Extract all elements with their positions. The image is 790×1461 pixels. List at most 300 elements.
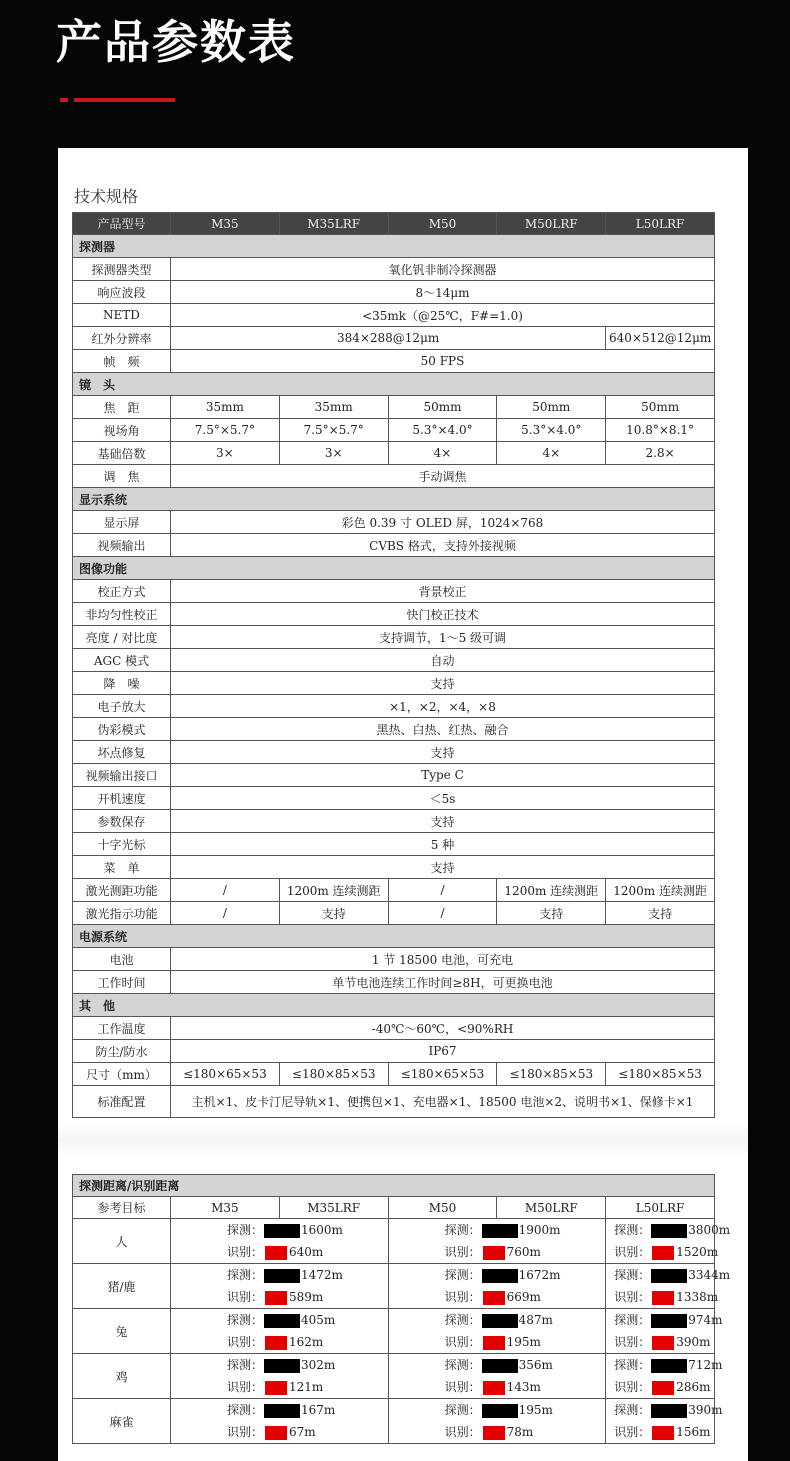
- recog-value: [173, 1333, 386, 1350]
- model-header: M35: [171, 1197, 280, 1219]
- spec-label: 工作时间: [73, 971, 171, 994]
- spec-value: 1200m 连续测距: [606, 879, 715, 902]
- spec-value: ≤180×65×53: [171, 1063, 280, 1086]
- recog-label: 识别：: [227, 1290, 264, 1305]
- range-row-detect: [73, 1399, 715, 1421]
- recog-cell: [606, 1376, 715, 1399]
- detect-distance: 390m: [688, 1403, 723, 1418]
- detect-cell: [606, 1264, 731, 1286]
- recog-distance: 669m: [506, 1290, 541, 1305]
- detect-label: 探测：: [444, 1223, 481, 1238]
- recog-value: [608, 1378, 712, 1395]
- recog-value: [173, 1243, 386, 1260]
- recog-distance: 162m: [289, 1335, 324, 1350]
- spec-value: ≤180×85×53: [606, 1063, 715, 1086]
- recog-bar-icon: [483, 1381, 505, 1395]
- spec-value: 彩色 0.39 寸 OLED 屏，1024×768: [171, 511, 715, 534]
- spec-label: 焦 距: [73, 396, 171, 419]
- detect-value: [608, 1266, 731, 1283]
- spec-row: [73, 626, 715, 649]
- model-header: M35: [171, 213, 280, 235]
- spec-label: 非均匀性校正: [73, 603, 171, 626]
- range-table: [72, 1174, 731, 1444]
- recog-bar-icon: [652, 1291, 674, 1305]
- recog-distance: 67m: [289, 1425, 316, 1440]
- detect-label: 探测：: [227, 1223, 264, 1238]
- target-name: 猪/鹿: [73, 1264, 171, 1309]
- detect-label: 探测：: [614, 1223, 651, 1238]
- detect-cell: [606, 1354, 723, 1376]
- category-row: [73, 557, 715, 580]
- spec-value: ≤180×85×53: [497, 1063, 606, 1086]
- range-title-row: [73, 1175, 715, 1197]
- detect-cell: [606, 1219, 731, 1241]
- detect-distance: 712m: [688, 1358, 723, 1373]
- spec-row: [73, 396, 715, 419]
- spec-value: 支持: [171, 741, 715, 764]
- detect-distance: 167m: [301, 1403, 336, 1418]
- spec-label: 电池: [73, 948, 171, 971]
- detect-bar-icon: [264, 1404, 300, 1418]
- detect-cell: [171, 1399, 389, 1421]
- recog-value: [391, 1333, 604, 1350]
- spec-value: 快门校正技术: [171, 603, 715, 626]
- spec-value: 支持: [171, 672, 715, 695]
- recog-cell: [171, 1241, 389, 1264]
- spec-value: 支持: [171, 810, 715, 833]
- page-title: 产品参数表: [56, 15, 296, 69]
- spec-value: 50 FPS: [171, 350, 715, 373]
- spec-label: AGC 模式: [73, 649, 171, 672]
- target-header: 参考目标: [73, 1197, 171, 1219]
- detect-bar-icon: [651, 1224, 687, 1238]
- detect-label: 探测：: [227, 1313, 264, 1328]
- detect-value: [173, 1356, 386, 1373]
- recog-label: 识别：: [614, 1380, 651, 1395]
- spec-value: CVBS 格式，支持外接视频: [171, 534, 715, 557]
- detect-bar-icon: [482, 1359, 518, 1373]
- detect-value: [173, 1311, 386, 1328]
- range-title: 探测距离/识别距离: [73, 1175, 715, 1197]
- recog-distance: 1338m: [676, 1290, 719, 1305]
- spec-row: [73, 718, 715, 741]
- header-label: 产品型号: [73, 213, 171, 235]
- recog-value: [391, 1378, 604, 1395]
- recog-value: [173, 1378, 386, 1395]
- spec-row: [73, 810, 715, 833]
- spec-value: 主机×1、皮卡汀尼导轨×1、便携包×1、充电器×1、18500 电池×2、说明书×1、保修卡×1: [171, 1086, 715, 1118]
- spec-value: 5.3°×4.0°: [497, 419, 606, 442]
- spec-row: [73, 971, 715, 994]
- spec-label: 降 噪: [73, 672, 171, 695]
- detect-bar-icon: [651, 1404, 687, 1418]
- spec-row: [73, 580, 715, 603]
- detect-cell: [388, 1264, 606, 1286]
- spec-row: [73, 1086, 715, 1118]
- category-label: 显示系统: [73, 488, 715, 511]
- spec-row: [73, 764, 715, 787]
- detect-distance: 405m: [301, 1313, 336, 1328]
- range-row-detect: [73, 1219, 715, 1241]
- recog-distance: 143m: [506, 1380, 541, 1395]
- recog-bar-icon: [483, 1426, 505, 1440]
- recog-distance: 78m: [506, 1425, 534, 1440]
- detect-distance: 1600m: [301, 1223, 343, 1238]
- detect-cell: [388, 1354, 606, 1376]
- spec-value: 3×: [171, 442, 280, 465]
- spec-label: 视场角: [73, 419, 171, 442]
- recog-label: 识别：: [444, 1335, 481, 1350]
- spec-row: [73, 281, 715, 304]
- spec-table: [72, 212, 715, 1118]
- recog-cell: [388, 1286, 606, 1309]
- spec-row: [73, 879, 715, 902]
- detect-cell: [388, 1399, 606, 1421]
- detect-value: [173, 1221, 386, 1238]
- spec-row: [73, 672, 715, 695]
- target-name: 麻雀: [73, 1399, 171, 1444]
- spec-value: 5 种: [171, 833, 715, 856]
- section-title: 技术规格: [74, 187, 139, 206]
- recog-cell: [606, 1286, 719, 1309]
- recog-value: [173, 1423, 386, 1440]
- recog-cell: [606, 1241, 719, 1264]
- section-divider: [58, 1122, 748, 1158]
- recog-bar-icon: [652, 1381, 674, 1395]
- spec-value: /: [388, 879, 497, 902]
- detect-cell: [171, 1264, 389, 1286]
- recog-cell: [388, 1376, 606, 1399]
- spec-value: /: [171, 879, 280, 902]
- detect-bar-icon: [264, 1314, 300, 1328]
- detect-label: 探测：: [444, 1268, 481, 1283]
- category-label: 其 他: [73, 994, 715, 1017]
- spec-label: 标准配置: [73, 1086, 171, 1118]
- recog-cell: [388, 1421, 606, 1444]
- detect-value: [391, 1311, 604, 1328]
- recog-value: [173, 1288, 386, 1305]
- model-header: M35LRF: [279, 1197, 388, 1219]
- detect-cell: [388, 1309, 606, 1331]
- detect-bar-icon: [651, 1359, 687, 1373]
- spec-value: 3×: [279, 442, 388, 465]
- spec-value: IP67: [171, 1040, 715, 1063]
- detect-label: 探测：: [614, 1358, 651, 1373]
- detect-label: 探测：: [614, 1403, 651, 1418]
- spec-value: 384×288@12μm: [171, 327, 606, 350]
- recog-distance: 1520m: [676, 1245, 719, 1260]
- spec-label: 坏点修复: [73, 741, 171, 764]
- spec-label: 基础倍数: [73, 442, 171, 465]
- model-header: M50: [388, 213, 497, 235]
- detect-value: [608, 1401, 723, 1418]
- target-name: 人: [73, 1219, 171, 1264]
- detect-cell: [171, 1309, 389, 1331]
- spec-label: 亮度 / 对比度: [73, 626, 171, 649]
- recog-distance: 156m: [676, 1425, 711, 1440]
- detect-bar-icon: [482, 1269, 518, 1283]
- detect-distance: 3800m: [688, 1223, 731, 1238]
- spec-value: Type C: [171, 764, 715, 787]
- recog-distance: 195m: [506, 1335, 541, 1350]
- spec-value: 黑热、白热、红热、融合: [171, 718, 715, 741]
- spec-value: 10.8°×8.1°: [606, 419, 715, 442]
- detect-value: [391, 1266, 604, 1283]
- spec-value: ≤180×65×53: [388, 1063, 497, 1086]
- recog-value: [608, 1243, 719, 1260]
- model-header: M50: [388, 1197, 497, 1219]
- recog-label: 识别：: [444, 1380, 481, 1395]
- recog-label: 识别：: [227, 1425, 264, 1440]
- detect-label: 探测：: [444, 1358, 481, 1373]
- spec-value: 支持: [497, 902, 606, 925]
- detect-value: [173, 1401, 386, 1418]
- range-row-detect: [73, 1309, 715, 1331]
- recog-bar-icon: [483, 1246, 505, 1260]
- recog-bar-icon: [265, 1426, 287, 1440]
- spec-row: [73, 442, 715, 465]
- range-row-detect: [73, 1264, 715, 1286]
- recog-label: 识别：: [614, 1245, 651, 1260]
- recog-bar-icon: [265, 1291, 287, 1305]
- detect-label: 探测：: [614, 1268, 651, 1283]
- recog-cell: [606, 1421, 715, 1444]
- spec-row: [73, 649, 715, 672]
- spec-row: [73, 603, 715, 626]
- range-header-row: [73, 1197, 715, 1219]
- category-label: 探测器: [73, 235, 715, 258]
- spec-label: 参数保存: [73, 810, 171, 833]
- detect-distance: 302m: [301, 1358, 336, 1373]
- spec-value: 自动: [171, 649, 715, 672]
- recog-cell: [388, 1241, 606, 1264]
- recog-bar-icon: [483, 1336, 505, 1350]
- spec-row: [73, 902, 715, 925]
- spec-label: 激光指示功能: [73, 902, 171, 925]
- detect-distance: 1472m: [301, 1268, 343, 1283]
- detect-distance: 487m: [518, 1313, 553, 1328]
- spec-row: [73, 327, 715, 350]
- spec-label: 伪彩模式: [73, 718, 171, 741]
- spec-label: 探测器类型: [73, 258, 171, 281]
- spec-value: 5.3°×4.0°: [388, 419, 497, 442]
- recog-label: 识别：: [227, 1335, 264, 1350]
- target-name: 鸡: [73, 1354, 171, 1399]
- detect-value: [608, 1221, 731, 1238]
- model-header: L50LRF: [606, 213, 715, 235]
- recog-bar-icon: [652, 1426, 674, 1440]
- spec-panel: [58, 148, 748, 1461]
- detect-bar-icon: [264, 1359, 300, 1373]
- spec-label: 激光测距功能: [73, 879, 171, 902]
- detect-distance: 1900m: [518, 1223, 561, 1238]
- spec-value: 1200m 连续测距: [279, 879, 388, 902]
- spec-value: 4×: [497, 442, 606, 465]
- spec-label: 尺寸（mm）: [73, 1063, 171, 1086]
- spec-label: 红外分辨率: [73, 327, 171, 350]
- spec-row: [73, 948, 715, 971]
- detect-bar-icon: [482, 1404, 518, 1418]
- spec-label: 显示屏: [73, 511, 171, 534]
- detect-distance: 356m: [518, 1358, 553, 1373]
- category-row: [73, 488, 715, 511]
- spec-row: [73, 534, 715, 557]
- detect-label: 探测：: [227, 1268, 264, 1283]
- spec-row: [73, 465, 715, 488]
- spec-header-row: [73, 213, 715, 235]
- spec-label: 响应波段: [73, 281, 171, 304]
- recog-bar-icon: [265, 1381, 287, 1395]
- spec-label: 工作温度: [73, 1017, 171, 1040]
- spec-row: [73, 1063, 715, 1086]
- spec-label: 帧 频: [73, 350, 171, 373]
- model-header: M50LRF: [497, 213, 606, 235]
- detect-bar-icon: [482, 1314, 518, 1328]
- detect-value: [391, 1401, 604, 1418]
- detect-cell: [171, 1354, 389, 1376]
- spec-value: 35mm: [171, 396, 280, 419]
- spec-value: 支持: [171, 856, 715, 879]
- detect-distance: 195m: [518, 1403, 553, 1418]
- detect-value: [391, 1221, 604, 1238]
- category-row: [73, 925, 715, 948]
- recog-label: 识别：: [227, 1245, 264, 1260]
- spec-row: [73, 856, 715, 879]
- recog-bar-icon: [265, 1246, 287, 1260]
- recog-value: [391, 1288, 604, 1305]
- spec-row: [73, 258, 715, 281]
- recog-cell: [388, 1331, 606, 1354]
- detect-label: 探测：: [444, 1313, 481, 1328]
- spec-label: 视频输出: [73, 534, 171, 557]
- recog-cell: [171, 1376, 389, 1399]
- spec-value: /: [171, 902, 280, 925]
- range-row-detect: [73, 1354, 715, 1376]
- detect-value: [608, 1311, 723, 1328]
- spec-value: 50mm: [497, 396, 606, 419]
- recog-value: [608, 1423, 712, 1440]
- spec-label: 校正方式: [73, 580, 171, 603]
- recog-label: 识别：: [227, 1380, 264, 1395]
- spec-value: 1200m 连续测距: [497, 879, 606, 902]
- spec-value: ＜5s: [171, 787, 715, 810]
- spec-row: [73, 1040, 715, 1063]
- title-underline: [60, 98, 175, 102]
- spec-value: -40℃～60℃，<90%RH: [171, 1017, 715, 1040]
- recog-label: 识别：: [444, 1425, 481, 1440]
- spec-value: 35mm: [279, 396, 388, 419]
- recog-cell: [606, 1331, 715, 1354]
- spec-value: 支持调节，1～5 级可调: [171, 626, 715, 649]
- recog-cell: [171, 1421, 389, 1444]
- spec-value: 8～14μm: [171, 281, 715, 304]
- detect-bar-icon: [482, 1224, 518, 1238]
- model-header: M35LRF: [279, 213, 388, 235]
- spec-value: 手动调焦: [171, 465, 715, 488]
- detect-cell: [606, 1399, 723, 1421]
- recog-cell: [171, 1331, 389, 1354]
- spec-value: 1 节 18500 电池，可充电: [171, 948, 715, 971]
- recog-bar-icon: [652, 1336, 674, 1350]
- spec-row: [73, 695, 715, 718]
- category-label: 镜 头: [73, 373, 715, 396]
- spec-row: [73, 741, 715, 764]
- detect-distance: 974m: [688, 1313, 723, 1328]
- spec-label: 开机速度: [73, 787, 171, 810]
- spec-label: 视频输出接口: [73, 764, 171, 787]
- spec-value: ×1，×2，×4，×8: [171, 695, 715, 718]
- recog-label: 识别：: [614, 1290, 651, 1305]
- recog-label: 识别：: [444, 1245, 481, 1260]
- spec-value: 背景校正: [171, 580, 715, 603]
- spec-value: 7.5°×5.7°: [171, 419, 280, 442]
- spec-row: [73, 350, 715, 373]
- spec-label: NETD: [73, 304, 171, 327]
- spec-row: [73, 419, 715, 442]
- category-row: [73, 373, 715, 396]
- spec-value: 2.8×: [606, 442, 715, 465]
- recog-label: 识别：: [444, 1290, 481, 1305]
- model-header: M50LRF: [497, 1197, 606, 1219]
- detect-distance: 3344m: [688, 1268, 731, 1283]
- spec-row: [73, 304, 715, 327]
- detect-cell: [606, 1309, 723, 1331]
- recog-bar-icon: [265, 1336, 287, 1350]
- detect-label: 探测：: [227, 1403, 264, 1418]
- spec-row: [73, 1017, 715, 1040]
- category-label: 图像功能: [73, 557, 715, 580]
- spec-label: 电子放大: [73, 695, 171, 718]
- category-row: [73, 994, 715, 1017]
- recog-distance: 760m: [506, 1245, 541, 1260]
- recog-distance: 589m: [289, 1290, 324, 1305]
- detect-value: [608, 1356, 723, 1373]
- spec-row: [73, 511, 715, 534]
- category-row: [73, 235, 715, 258]
- spec-row: [73, 787, 715, 810]
- detect-bar-icon: [651, 1269, 687, 1283]
- recog-value: [608, 1333, 712, 1350]
- recog-value: [391, 1243, 604, 1260]
- target-name: 兔: [73, 1309, 171, 1354]
- detect-bar-icon: [264, 1224, 300, 1238]
- spec-value: 7.5°×5.7°: [279, 419, 388, 442]
- spec-label: 防尘/防水: [73, 1040, 171, 1063]
- recog-distance: 640m: [289, 1245, 324, 1260]
- recog-distance: 390m: [676, 1335, 711, 1350]
- recog-cell: [171, 1286, 389, 1309]
- detect-cell: [171, 1219, 389, 1241]
- recog-bar-icon: [652, 1246, 674, 1260]
- detect-distance: 1672m: [518, 1268, 561, 1283]
- detect-label: 探测：: [227, 1358, 264, 1373]
- spec-value: 氧化钒非制冷探测器: [171, 258, 715, 281]
- recog-distance: 121m: [289, 1380, 324, 1395]
- spec-label: 调 焦: [73, 465, 171, 488]
- spec-value: 4×: [388, 442, 497, 465]
- spec-row: [73, 833, 715, 856]
- spec-value: 支持: [279, 902, 388, 925]
- spec-value: 50mm: [606, 396, 715, 419]
- model-header: L50LRF: [606, 1197, 715, 1219]
- category-label: 电源系统: [73, 925, 715, 948]
- detect-bar-icon: [264, 1269, 300, 1283]
- spec-label: 十字光标: [73, 833, 171, 856]
- spec-value: 50mm: [388, 396, 497, 419]
- spec-value: /: [388, 902, 497, 925]
- detect-value: [173, 1266, 386, 1283]
- spec-value: <35mk（@25℃，F#=1.0): [171, 304, 715, 327]
